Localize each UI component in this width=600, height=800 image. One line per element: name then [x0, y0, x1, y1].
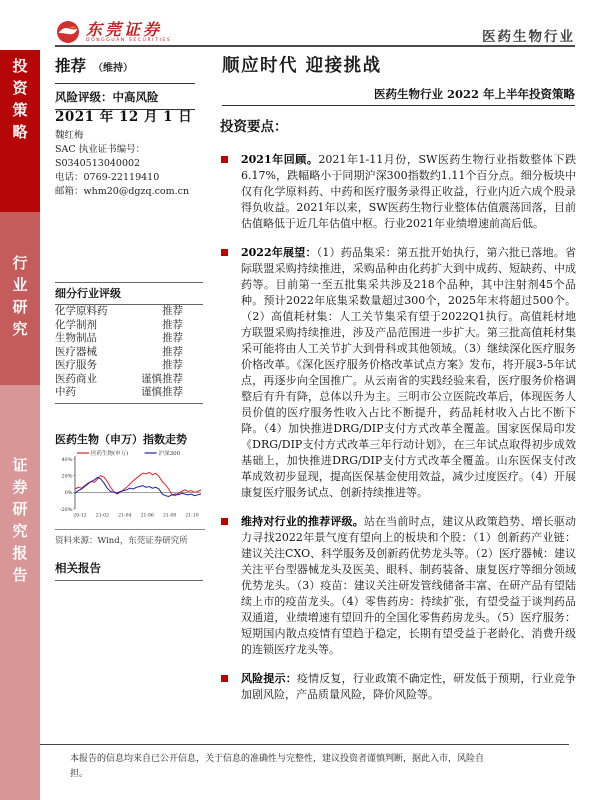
stock-rating: 推荐: [55, 56, 87, 75]
bullet-item-outlook-2022: [220, 245, 576, 501]
related-reports-header: 相关报告: [55, 560, 203, 581]
industry-name: 医疗服务: [55, 359, 97, 371]
bullet-lead: 维持对行业的推荐评级。: [241, 515, 364, 528]
report-subtitle: 医药生物行业 2022 年上半年投资策略: [373, 87, 575, 101]
industry-rating: 推荐: [162, 359, 183, 371]
industry-rating: 谨慎推荐: [141, 372, 183, 385]
analyst-cert-label: SAC 执业证书编号：: [55, 144, 146, 155]
svg-text:40%: 40%: [61, 456, 73, 463]
footer-rule: [40, 744, 569, 745]
table-row: [55, 346, 203, 360]
industry-rating: 推荐: [162, 305, 183, 317]
bullet-lead: 2022年展望：: [241, 246, 317, 259]
key-points-heading: 投资要点：: [220, 119, 288, 135]
svg-text:沪深300: 沪深300: [158, 451, 181, 458]
svg-text:20-12: 20-12: [73, 513, 87, 519]
sidebar-band-industry-research: [0, 212, 40, 385]
bullet-square-icon: [221, 675, 228, 682]
report-title: 顺应时代 迎接挑战: [222, 56, 382, 76]
sidebar-band-strategy: [0, 50, 40, 212]
rating-block: [55, 54, 195, 110]
svg-text:21-10: 21-10: [185, 513, 199, 519]
chart-title: 医药生物（申万）指数走势: [55, 433, 187, 446]
bullet-paragraph: [241, 514, 576, 658]
analyst-cert-no: S0340513040002: [55, 158, 141, 169]
bullet-body: 疫情反复，行业政策不确定性，研发低于预期，行业竞争加剧风险，产品质量风险，降价风险等。: [241, 672, 577, 701]
bullet-body: 2021年1-11月份，SW医药生物行业指数整体下跌6.17%，跌幅略小于同期沪深300指数约1.11个百分点。细分板块中仅有化学原料药、中药和医疗服务录得正收益，行业内近六成个股录得负收益。2021年以来，SW医药生物行业整体估值震荡回落，目前估值略低于近几年估值中枢。行业2021年业绩增速前高后低。: [241, 153, 576, 230]
svg-text:0%: 0%: [64, 490, 73, 497]
related-reports-section: [55, 560, 203, 581]
risk-rating: 风险评级：中高风险: [55, 90, 159, 104]
index-chart: [55, 449, 205, 523]
rating-maintained: （维持）: [93, 63, 134, 74]
table-row: [55, 359, 203, 373]
footer-disclaimer: 本报告的信息均来自已公开信息，关于信息的准确性与完整性，建议投资者谨慎判断，据此入市，风险自担。: [70, 754, 485, 779]
header-rule: [55, 45, 575, 47]
bullet-square-icon: [221, 518, 228, 525]
bullet-item-review-2021: [220, 152, 576, 232]
ratings-table-header: 细分行业评级: [55, 282, 203, 305]
bullet-lead: 2021年回顾。: [241, 153, 319, 166]
divider: [222, 105, 575, 106]
main-content: [220, 115, 576, 716]
table-row: [55, 373, 203, 387]
industry-rating: 推荐: [162, 332, 183, 344]
table-row: [55, 386, 203, 400]
industry-rating: 推荐: [162, 345, 183, 358]
divider: [55, 403, 203, 404]
bullet-paragraph: [241, 671, 576, 703]
bullet-square-icon: [221, 249, 228, 256]
analyst-name: 魏红梅: [55, 130, 84, 141]
sidebar-band-label: 投资策略: [10, 58, 29, 146]
industry-label: 医药生物行业: [482, 29, 575, 45]
table-row: [55, 332, 203, 346]
bullet-lead: 风险提示：: [241, 672, 297, 685]
industry-name: 化学原料药: [55, 305, 108, 317]
report-date: 2021 年 12 月 1 日: [55, 109, 193, 125]
table-row: [55, 305, 203, 319]
brand-logo: [55, 19, 171, 45]
bullet-item-maintain-rating: [220, 514, 576, 658]
svg-text:20%: 20%: [61, 473, 73, 480]
analyst-info: [55, 129, 205, 199]
brand-swirl-icon: [55, 19, 81, 45]
analyst-phone: 电话：0769-22119410: [55, 172, 160, 183]
industry-rating: 谨慎推荐: [141, 386, 183, 398]
svg-text:21-06: 21-06: [140, 513, 154, 519]
svg-text:21-04: 21-04: [118, 513, 132, 519]
divider: [55, 83, 195, 84]
industry-name: 中药: [55, 386, 76, 398]
bullet-square-icon: [221, 156, 228, 163]
brand-name-cn: 东莞证券: [86, 19, 163, 39]
industry-rating: 推荐: [162, 318, 183, 331]
sidebar-band-label: 行业研究: [10, 254, 29, 343]
industry-name: 生物制品: [55, 332, 97, 344]
svg-text:-20%: -20%: [59, 506, 73, 513]
bullet-item-risk-warning: [220, 671, 576, 703]
chart-source: 资料来源：Wind，东莞证券研究所: [55, 536, 188, 546]
sidebar-band-securities-report: [0, 385, 40, 800]
title-block: [222, 52, 575, 106]
sidebar-band-label: 证券研究报告: [10, 457, 29, 589]
bullet-paragraph: [241, 245, 576, 501]
bullet-body: 站在当前时点，建议从政策趋势、增长驱动力寻找2022年景气度有望向上的板块和个股：（1）创新药产业链：建议关注CXO、科学服务及创新药优势龙头等。（2）医疗器械：建议关注平台型器械龙头及医美、眼科、制药装备、康复医疗等细分领域优势龙头。（3）疫苗：建议关注研发管线储备丰富、在研产品有望陆续上市的疫苗龙头。（4）零售药房：持续扩张，有望受益于谈判药品双通道，业绩增速有望回升的全国化零售药房龙头。（5）医疗服务：短期国内散点疫情有望趋于稳定，长期有望受益于老龄化、消费升级的连锁医疗龙头等。: [241, 515, 577, 656]
svg-text:21-02: 21-02: [95, 513, 110, 519]
svg-text:医药生物(申万): 医药生物(申万): [91, 451, 129, 458]
industry-name: 医药商业: [55, 372, 97, 385]
industry-name: 医疗器械: [55, 345, 97, 358]
bullet-paragraph: [241, 152, 576, 232]
brand-name-en: DONGGUAN SECURITIES: [86, 37, 172, 43]
industry-name: 化学制剂: [55, 318, 97, 331]
industry-ratings-table: [55, 282, 203, 404]
bullet-body: （1）药品集采：第五批开始执行，第六批已落地。省际联盟采购持续推进，采购品种由化药扩大到中成药、短缺药、中成药等。目前第一至五批集采共涉及218个品种，其中注射剂45个品种。预计2022年底集采数量超过300个，2025年末将超过500个。（2）高值耗材集：人工关节集采有望于2022Q1执行。高值耗材地方联盟采购持续推进，涉及产品范围进一步扩大。第三批高值耗材集采可能将由人工关节扩大到骨科或其他领域。（3）继续深化医疗服务价格改革。《深化医疗服务价格改革试点方案》发布，将开展3-5年试点，再逐步向全国推广。从云南省的实践经验来看，医疗服务价格调整后有升有降，总体以升为主。三明市公立医院改革后，体现医务人员价值的医疗服务性收入占比不断提升，药品耗材收入占比不断下降。（4）加快推进DRG/DIP支付方式改革全覆盖。国家医保局印发《DRG/DIP支付方式改革三年行动计划》，在三年试点取得初步成效基础上，加快推进DRG/DIP支付方式改革全覆盖。山东医保支付改革成效初步显现，提高医保基金使用效益，减少过度医疗。（4）开展康复医疗服务试点、创新持续推进等。: [241, 246, 576, 499]
table-row: [55, 319, 203, 333]
analyst-email: 邮箱：whm20@dgzq.com.cn: [55, 186, 190, 197]
index-chart-section: [55, 431, 205, 546]
svg-text:21-08: 21-08: [162, 513, 177, 519]
